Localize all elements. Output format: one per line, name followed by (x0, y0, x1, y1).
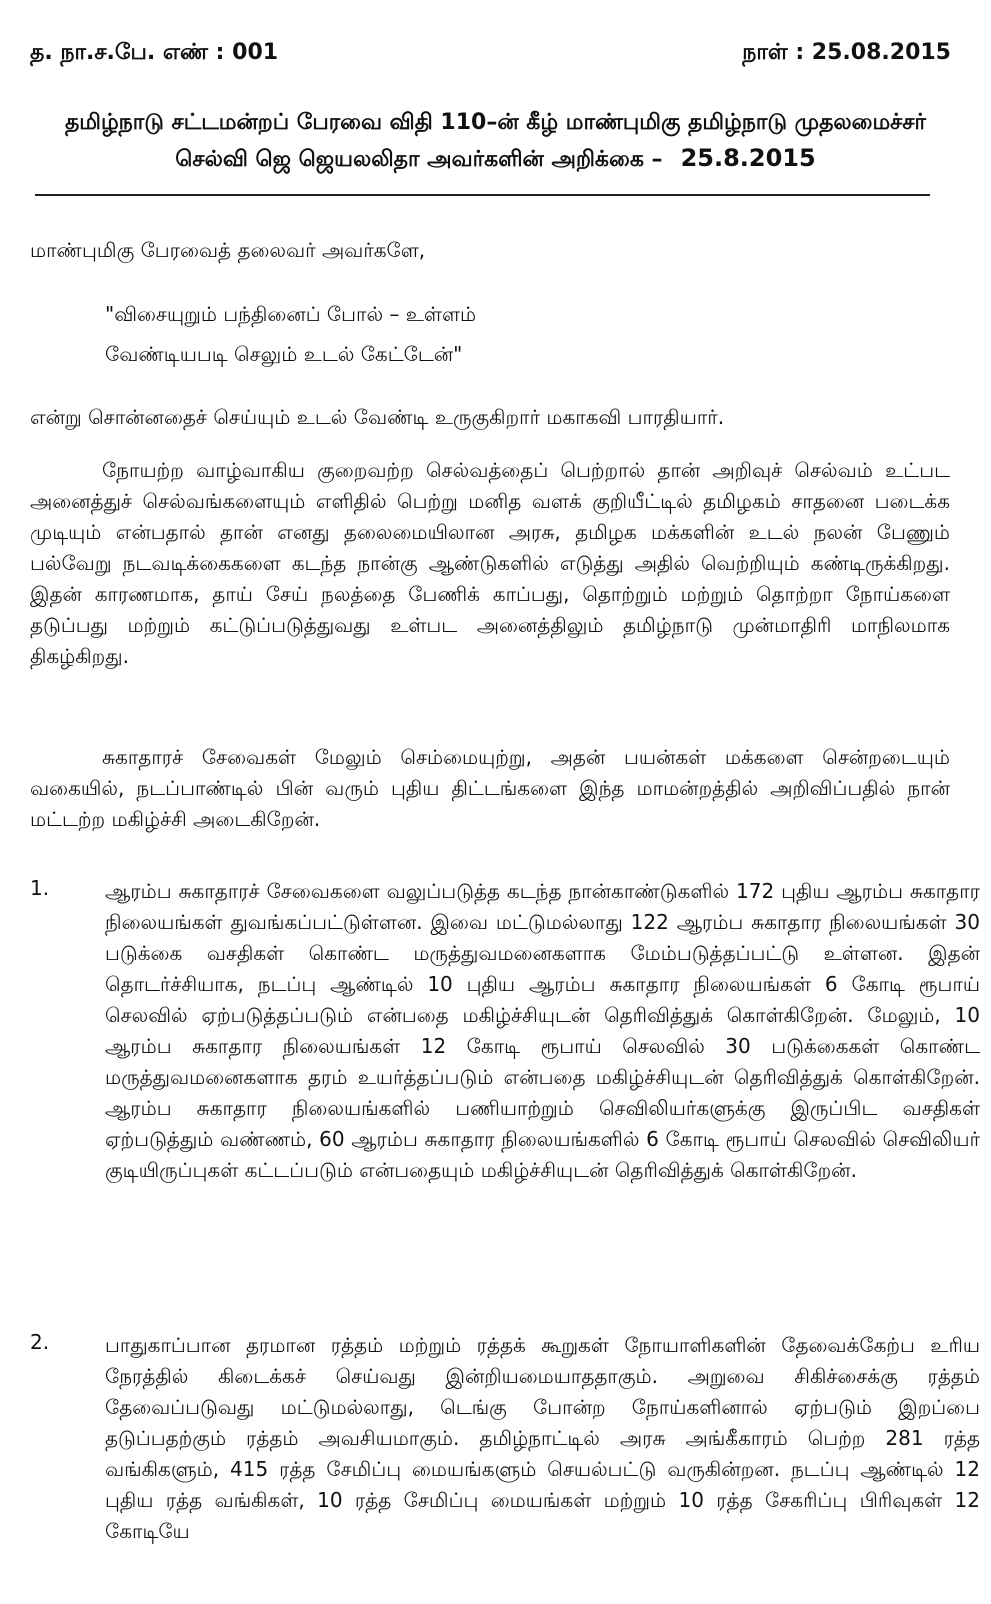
item-text: பாதுகாப்பான தரமான ரத்தம் மற்றும் ரத்தக் கூறுகள் நோயாளிகளின் தேவைக்கேற்ப உரிய நேரத்தில் கிடைக்கச் செய்வது இன்றியமையாததாகும். அறுவை சிகிச்சைக்கு ரத்தம் தேவைப்படுவது மட்டுமல்லாது, டெங்கு போன்ற நோய்களினால் ஏற்படும் இறப்பை தடுப்பதற்கும் ரத்தம் அவசியமாகும். தமிழ்நாட்டில் அரசு அங்கீகாரம் பெற்ற 281 ரத்த வங்கிகளும், 415 ரத்த சேமிப்பு மையங்களும் செயல்பட்டு வருகின்றன. நடப்பு ஆண்டில் 12 புதிய ரத்த வங்கிகள், 10 ரத்த சேமிப்பு மையங்கள் மற்றும் 10 ரத்த சேகரிப்பு பிரிவுகள் 12 கோடியே (105, 1333, 980, 1543)
title-divider (35, 194, 930, 196)
paragraph-1: நோயற்ற வாழ்வாகிய குறைவற்ற செல்வத்தைப் பெற்றால் தான் அறிவுச் செல்வம் உட்பட அனைத்துச் செல்வங்களையும் எளிதில் பெற்று மனித வளக் குறியீட்டில் தமிழகம் சாதனை படைக்க முடியும் என்பதால் தான் எனது தலைமையிலான அரசு, தமிழக மக்களின் உடல் நலன் பேணும் பல்வேறு நடவடிக்கைகளை கடந்த நான்கு ஆண்டுகளில் எடுத்து அதில் வெற்றியும் கண்டிருக்கிறது. இதன் காரணமாக, தாய் சேய் நலத்தை பேணிக் காப்பது, தொற்றும் மற்றும் தொற்றா நோய்களை தடுப்பது மற்றும் கட்டுப்படுத்துவது உள்பட அனைத்திலும் தமிழ்நாடு முன்மாதிரி மாநிலமாக திகழ்கிறது. (30, 458, 950, 668)
statement-title-line-2 (0, 144, 991, 175)
statement-title-text: செல்வி ஜெ ஜெயலலிதா அவர்களின் அறிக்கை – (175, 147, 663, 172)
statement-title-date: 25.8.2015 (680, 144, 816, 172)
quote-attribution: என்று சொன்னதைச் செய்யும் உடல் வேண்டி உருகுகிறார் மகாகவி பாரதியார். (30, 405, 725, 429)
reference-number: த. நா.ச.பே. எண் : 001 (30, 40, 279, 65)
quote-line-2: வேண்டியபடி செலும் உடல் கேட்டேன்" (105, 342, 463, 366)
quote-line-1: "விசையுறும் பந்தினைப் போல் – உள்ளம் (105, 302, 477, 326)
document-date: நாள் : 25.08.2015 (742, 40, 951, 65)
paragraph-2: சுகாதாரச் சேவைகள் மேலும் செம்மையுற்று, அதன் பயன்கள் மக்களை சென்றடையும் வகையில், நடப்பாண்டில் பின் வரும் புதிய திட்டங்களை இந்த மாமன்றத்தில் அறிவிப்பதில் நான் மட்டற்ற மகிழ்ச்சி அடைகிறேன். (30, 745, 950, 831)
item-number: 1. (30, 876, 50, 900)
item-number: 2. (30, 1330, 50, 1354)
item-text: ஆரம்ப சுகாதாரச் சேவைகளை வலுப்படுத்த கடந்த நான்காண்டுகளில் 172 புதிய ஆரம்ப சுகாதார நிலையங்கள் துவங்கப்பட்டுள்ளன. இவை மட்டுமல்லாது 122 ஆரம்ப சுகாதார நிலையங்கள் 30 படுக்கை வசதிகள் கொண்ட மருத்துவமனைகளாக மேம்படுத்தப்பட்டு உள்ளன. இதன் தொடர்ச்சியாக, நடப்பு ஆண்டில் 10 புதிய ஆரம்ப சுகாதார நிலையங்கள் 6 கோடி ரூபாய் செலவில் ஏற்படுத்தப்படும் என்பதை மகிழ்ச்சியுடன் தெரிவித்துக் கொள்கிறேன். மேலும், 10 ஆரம்ப சுகாதார நிலையங்கள் 12 கோடி ரூபாய் செலவில் 30 படுக்கைகள் கொண்ட மருத்துவமனைகளாக தரம் உயர்த்தப்படும் என்பதை மகிழ்ச்சியுடன் தெரிவித்துக் கொள்கிறேன். ஆரம்ப சுகாதார நிலையங்களில் பணியாற்றும் செவிலியர்களுக்கு இருப்பிட வசதிகள் ஏற்படுத்தும் வண்ணம், 60 ஆரம்ப சுகாதார நிலையங்களில் 6 கோடி ரூபாய் செலவில் செவிலியர் குடியிருப்புகள் கட்டப்படும் என்பதையும் மகிழ்ச்சியுடன் தெரிவித்துக் கொள்கிறேன். (105, 879, 980, 1182)
statement-title-line-1: தமிழ்நாடு சட்டமன்றப் பேரவை விதி 110–ன் கீழ் மாண்புமிகு தமிழ்நாடு முதலமைச்சர் (64, 110, 927, 135)
salutation: மாண்புமிகு பேரவைத் தலைவர் அவர்களே, (30, 238, 426, 262)
